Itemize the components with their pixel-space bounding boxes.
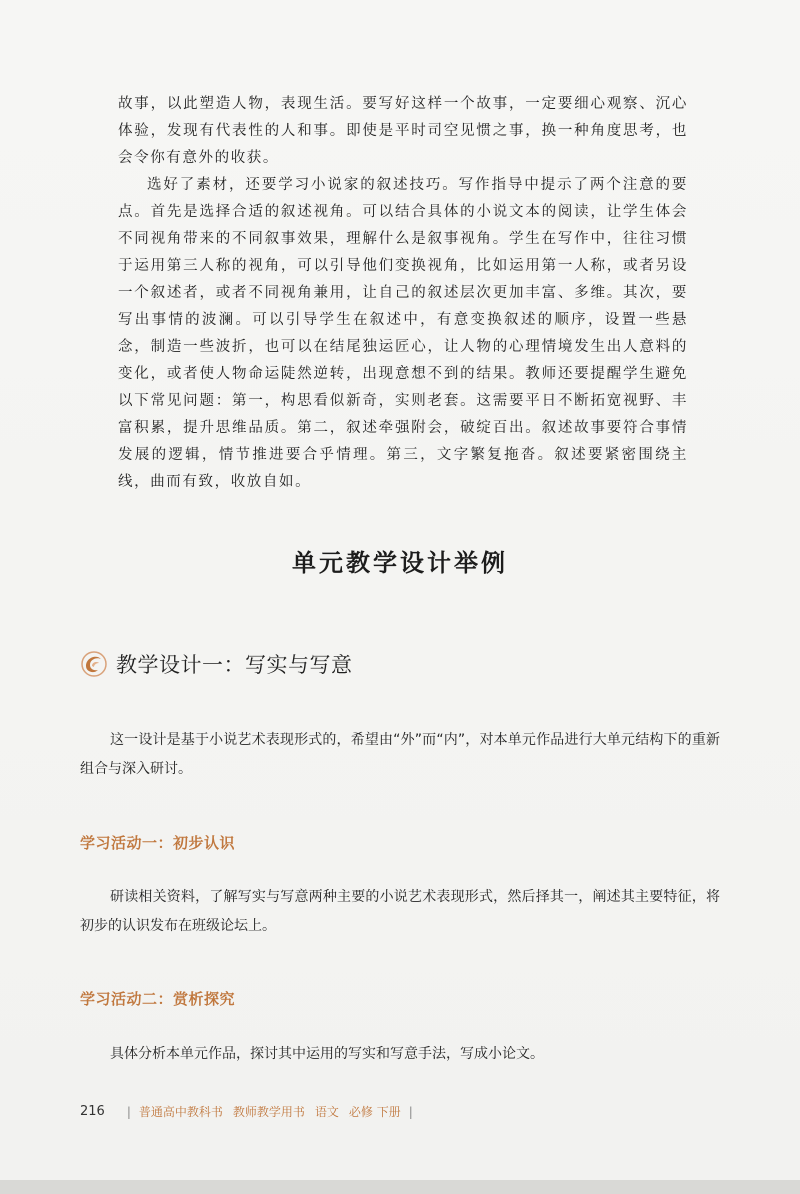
footer-divider: | — [126, 1104, 131, 1119]
activity-2-title: 学习活动二：赏析探究 — [80, 990, 236, 1008]
design-heading — [80, 648, 353, 680]
footer-subject: 语文 — [314, 1105, 339, 1119]
footer-book: 普通高中教科书 — [138, 1105, 223, 1119]
activity-2-text: 具体分析本单元作品，探讨其中运用的写实和写意手法，写成小论文。 — [110, 1046, 544, 1062]
swirl-icon — [80, 650, 108, 678]
scan-edge — [0, 1180, 800, 1194]
body-paragraph-1: 故事，以此塑造人物，表现生活。要写好这样一个故事，一定要细心观察、沉心体验，发现有代表性的人和事。即使是平时司空见惯之事，换一种角度思考，也会令你有意外的收获。 — [118, 96, 688, 166]
page-number: 216 — [80, 1104, 105, 1119]
design-title: 教学设计一：写实与写意 — [116, 653, 353, 677]
footer-series: 教师教学用书 — [232, 1105, 305, 1119]
body-paragraph-2: 选好了素材，还要学习小说家的叙述技巧。写作指导中提示了两个注意的要点。首先是选择合适的叙述视角。可以结合具体的小说文本的阅读，让学生体会不同视角带来的不同叙事效果，理解什么是叙事视角。学生在写作中，往往习惯于运用第三人称的视角，可以引导他们变换视角，比如运用第一人称，或者另设一个叙述者，或者不同视角兼用，让自己的叙述层次更加丰富、多维。其次，要写出事情的波澜。可以引导学生在叙述中，有意变换叙述的顺序，设置一些悬念，制造一些波折，也可以在结尾独运匠心，让人物的心理情境发生出人意料的变化，或者使人物命运陡然逆转，出现意想不到的结果。教师还要提醒学生避免以下常见问题：第一，构思看似新奇，实则老套。这需要平日不断拓宽视野、丰富积累，提升思维品质。第二，叙述牵强附会，破绽百出。叙述故事要符合事情发展的逻辑，情节推进要合乎情理。第三，文字繁复拖沓。叙述要紧密围绕主线，曲而有致，收放自如。 — [118, 177, 688, 490]
footer-volume: 必修 下册 — [348, 1105, 401, 1119]
design-intro: 这一设计是基于小说艺术表现形式的，希望由“外”而“内”，对本单元作品进行大单元结构下的重新组合与深入研讨。 — [80, 732, 720, 777]
activity-1-text: 研读相关资料，了解写实与写意两种主要的小说艺术表现形式，然后择其一，阐述其主要特征，将初步的认识发布在班级论坛上。 — [80, 889, 720, 934]
footer-divider-end: | — [408, 1104, 413, 1119]
activity-1-title: 学习活动一：初步认识 — [80, 834, 236, 852]
section-title: 单元教学设计举例 — [292, 549, 508, 577]
page-footer — [80, 1103, 421, 1120]
